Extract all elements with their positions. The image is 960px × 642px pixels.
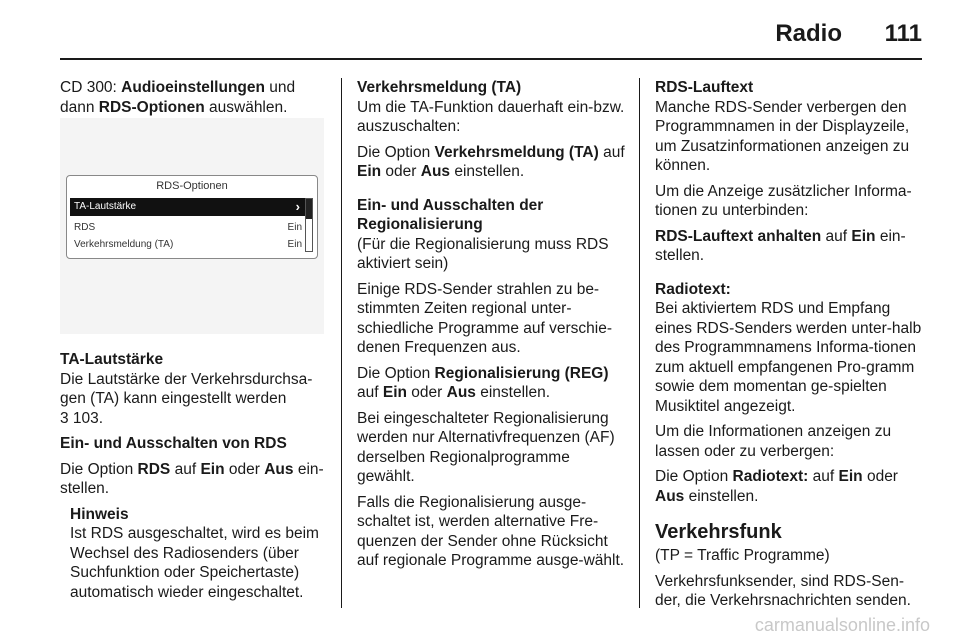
vf-subtitle: (TP = Traffic Programme) <box>655 547 830 564</box>
note-text: Ist RDS ausgeschaltet, wird es beim Wechsel des Radiosenders (über Suchfunktion oder Speichertaste) automatisch wieder eingeschaltet. <box>70 525 319 601</box>
menu-item-label: Verkehrsmeldung (TA) <box>74 239 174 250</box>
menu-item-rds[interactable] <box>74 222 302 233</box>
lt-paragraph-1: Manche RDS-Sender verbergen den Programmnamen in der Displayzeile, um Zusatzinformationen anzeigen zu können. <box>655 98 910 174</box>
column-2 <box>357 78 625 577</box>
rt-paragraph-1: Bei aktiviertem RDS und Empfang eines RDS-Senders werden unter-halb des Programmnamens Informa-tionen zum aktuell empfangenen Pro-gramm sowie dem momentan ge-spielten Musiktitel angezeigt. <box>655 300 922 415</box>
reg-paragraph-2: Bei eingeschalteter Regionalisierung werden nur Alternativfrequenzen (AF) derselben Regionalprogramme gewählt. <box>357 409 615 485</box>
rt-heading: Radiotext: <box>655 280 731 298</box>
header-rule <box>60 58 922 60</box>
rds-heading: Ein- und Ausschalten von RDS <box>60 435 287 452</box>
rds-options-display <box>66 175 318 259</box>
ta-text: Die Lautstärke der Verkehrsdurchsa-gen (TA) kann eingestellt werden 3 103. <box>60 370 313 427</box>
menu-item-label: RDS <box>74 222 96 233</box>
ta-heading: TA-Lautstärke <box>60 351 164 368</box>
lt-paragraph-2: Um die Anzeige zusätzlicher Informa-tionen zu unterbinden: <box>655 182 912 219</box>
reg-paragraph-3: Falls die Regionalisierung ausge-schaltet ist, werden alternative Fre-quenzen der Sender ohne Rücksicht auf regionale Programme ausge-wählt. <box>357 493 625 569</box>
rt-paragraph-2: Um die Informationen anzeigen zu lassen oder zu verbergen: <box>655 423 892 460</box>
column-divider-1 <box>341 78 342 608</box>
vm-option: Die Option Verkehrsmeldung (TA) auf Ein oder Aus einstellen. <box>357 143 625 180</box>
display-title: RDS-Optionen <box>156 180 228 192</box>
vm-text: Um die TA-Funktion dauerhaft ein-bzw. auszuschalten: <box>357 98 625 135</box>
column-1 <box>60 78 328 123</box>
reg-paragraph-1: Einige RDS-Sender strahlen zu be-stimmten Zeiten regional unter-schiedliche Programme auf verschie-denen Frequenzen aus. <box>357 280 612 356</box>
ta-reference: 3 103. <box>60 409 104 427</box>
scrollbar-thumb[interactable] <box>306 199 312 219</box>
display-scrollbar[interactable] <box>305 198 313 252</box>
page-number: 111 <box>884 20 922 47</box>
menu-item-label: TA-Lautstärke <box>74 201 137 212</box>
vm-heading: Verkehrsmeldung (TA) <box>357 79 522 96</box>
intro-paragraph: CD 300: Audioeinstellungen und dann RDS-Optionen auswählen. <box>60 79 296 116</box>
menu-item-ta-lautstaerke[interactable] <box>70 198 306 216</box>
vf-paragraph-1: Verkehrsfunksender, sind RDS-Sen-der, die Verkehrsnachrichten senden. <box>655 572 911 609</box>
column-1-lower <box>60 350 328 608</box>
rds-options-screenshot <box>60 118 324 334</box>
column-3 <box>655 78 923 617</box>
lt-heading: RDS-Lauftext <box>655 79 754 96</box>
watermark: carmanualsonline.info <box>754 615 930 635</box>
page-header-title: Radio <box>775 20 842 47</box>
vf-heading: Verkehrsfunk <box>655 521 782 543</box>
chevron-right-icon: › <box>295 199 300 214</box>
rds-text: Die Option RDS auf Ein oder Aus ein-stellen. <box>60 460 324 497</box>
note-heading: Hinweis <box>70 505 129 523</box>
column-divider-2 <box>639 78 640 608</box>
rt-option: Die Option Radiotext: auf Ein oder Aus einstellen. <box>655 468 898 505</box>
reg-heading: Ein- und Ausschalten der Regionalisierung <box>357 196 544 233</box>
reg-option: Die Option Regionalisierung (REG) auf Ein oder Aus einstellen. <box>357 364 609 401</box>
menu-item-verkehrsmeldung[interactable] <box>74 239 302 250</box>
lt-option: RDS-Lauftext anhalten auf Ein ein-stellen. <box>655 227 906 264</box>
note-box <box>70 505 328 603</box>
reg-text: (Für die Regionalisierung muss RDS aktiviert sein) <box>357 235 609 272</box>
menu-item-value: Ein <box>287 222 302 233</box>
menu-item-value: Ein <box>287 239 302 250</box>
